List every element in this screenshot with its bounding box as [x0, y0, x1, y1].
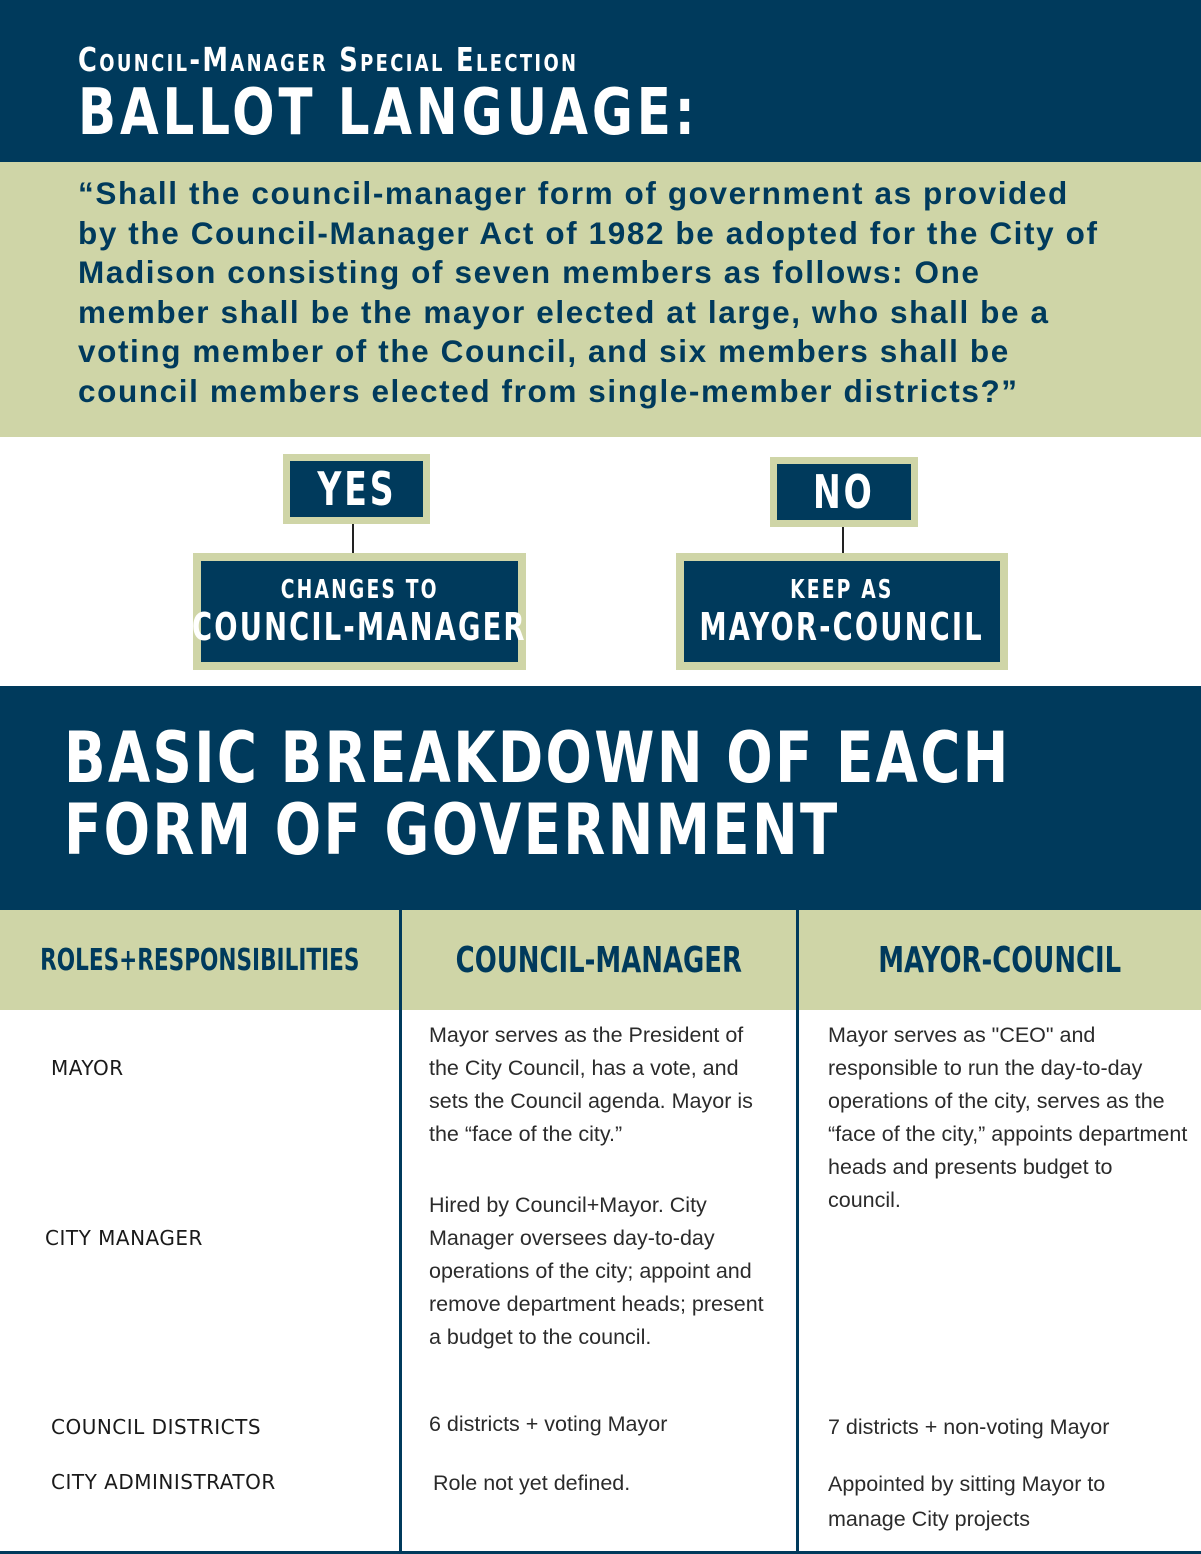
- yes-outcome-box: [193, 553, 526, 670]
- ballot-language-title: BALLOT LANGUAGE:: [78, 76, 699, 150]
- yes-label: YES: [316, 462, 397, 516]
- no-connector: [842, 527, 844, 553]
- ballot-line: voting member of the Council, and six members shall be: [78, 333, 1010, 369]
- ballot-question: [78, 174, 1201, 411]
- mc-mayor: Mayor serves as "CEO" and responsible to run the day-to-day operations of the city, serves as the “face of the city,” appoints department heads and presents budget to council.: [828, 1023, 1188, 1212]
- breakdown-title-line2: FORM OF GOVERNMENT: [64, 789, 840, 871]
- no-outcome-small: KEEP AS: [790, 574, 894, 605]
- cm-mayor: Mayor serves as the President of the City Council, has a vote, and sets the Council agenda. Mayor is the “face of the city.”: [429, 1023, 753, 1146]
- ballot-line: by the Council-Manager Act of 1982 be adopted for the City of: [78, 214, 1099, 251]
- yes-outcome-small: CHANGES TO: [280, 574, 439, 605]
- no-label: NO: [813, 465, 875, 519]
- cm-council-districts: 6 districts + voting Mayor: [429, 1412, 668, 1436]
- header-mayor-council: MAYOR-COUNCIL: [878, 939, 1121, 981]
- no-box-inner: [777, 464, 911, 520]
- yes-box: [283, 454, 430, 524]
- role-mayor: MAYOR: [51, 1056, 124, 1080]
- election-subtitle: Council-Manager Special Election: [78, 40, 579, 79]
- no-outcome-large: MAYOR-COUNCIL: [699, 604, 985, 649]
- yes-box-inner: [290, 461, 423, 517]
- yes-connector: [352, 524, 354, 553]
- no-outcome-inner: [684, 561, 1000, 662]
- mc-city-administrator: Appointed by sitting Mayor to manage City projects: [828, 1472, 1106, 1531]
- header-council-manager: COUNCIL-MANAGER: [455, 939, 743, 981]
- breakdown-title: [64, 717, 1011, 871]
- no-outcome-box: [676, 553, 1008, 670]
- ballot-line: member shall be the mayor elected at large, who shall be a: [78, 293, 1050, 330]
- mc-council-districts: 7 districts + non-voting Mayor: [828, 1415, 1110, 1439]
- role-city-manager: CITY MANAGER: [45, 1226, 203, 1250]
- ballot-line: council members elected from single-member districts?”: [78, 372, 1019, 409]
- header-roles: ROLES+RESPONSIBILITIES: [40, 942, 360, 978]
- ballot-line: “Shall the council-manager form of government as provided: [78, 175, 1069, 211]
- role-council-districts: COUNCIL DISTRICTS: [51, 1415, 262, 1439]
- no-box: [770, 457, 918, 527]
- yes-outcome-large: COUNCIL-MANAGER: [192, 604, 527, 649]
- column-divider: [399, 910, 402, 1554]
- column-divider: [796, 910, 799, 1554]
- breakdown-title-line1: BASIC BREAKDOWN OF EACH: [64, 717, 1011, 799]
- ballot-line: Madison consisting of seven members as follows: One: [78, 254, 981, 290]
- cm-city-administrator: Role not yet defined.: [433, 1471, 631, 1495]
- yes-outcome-inner: [192, 561, 527, 662]
- role-city-administrator: CITY ADMINISTRATOR: [51, 1470, 276, 1494]
- cm-city-manager: Hired by Council+Mayor. City Manager oversees day-to-day operations of the city; appoint and remove department heads; present a budget to the council.: [429, 1193, 764, 1349]
